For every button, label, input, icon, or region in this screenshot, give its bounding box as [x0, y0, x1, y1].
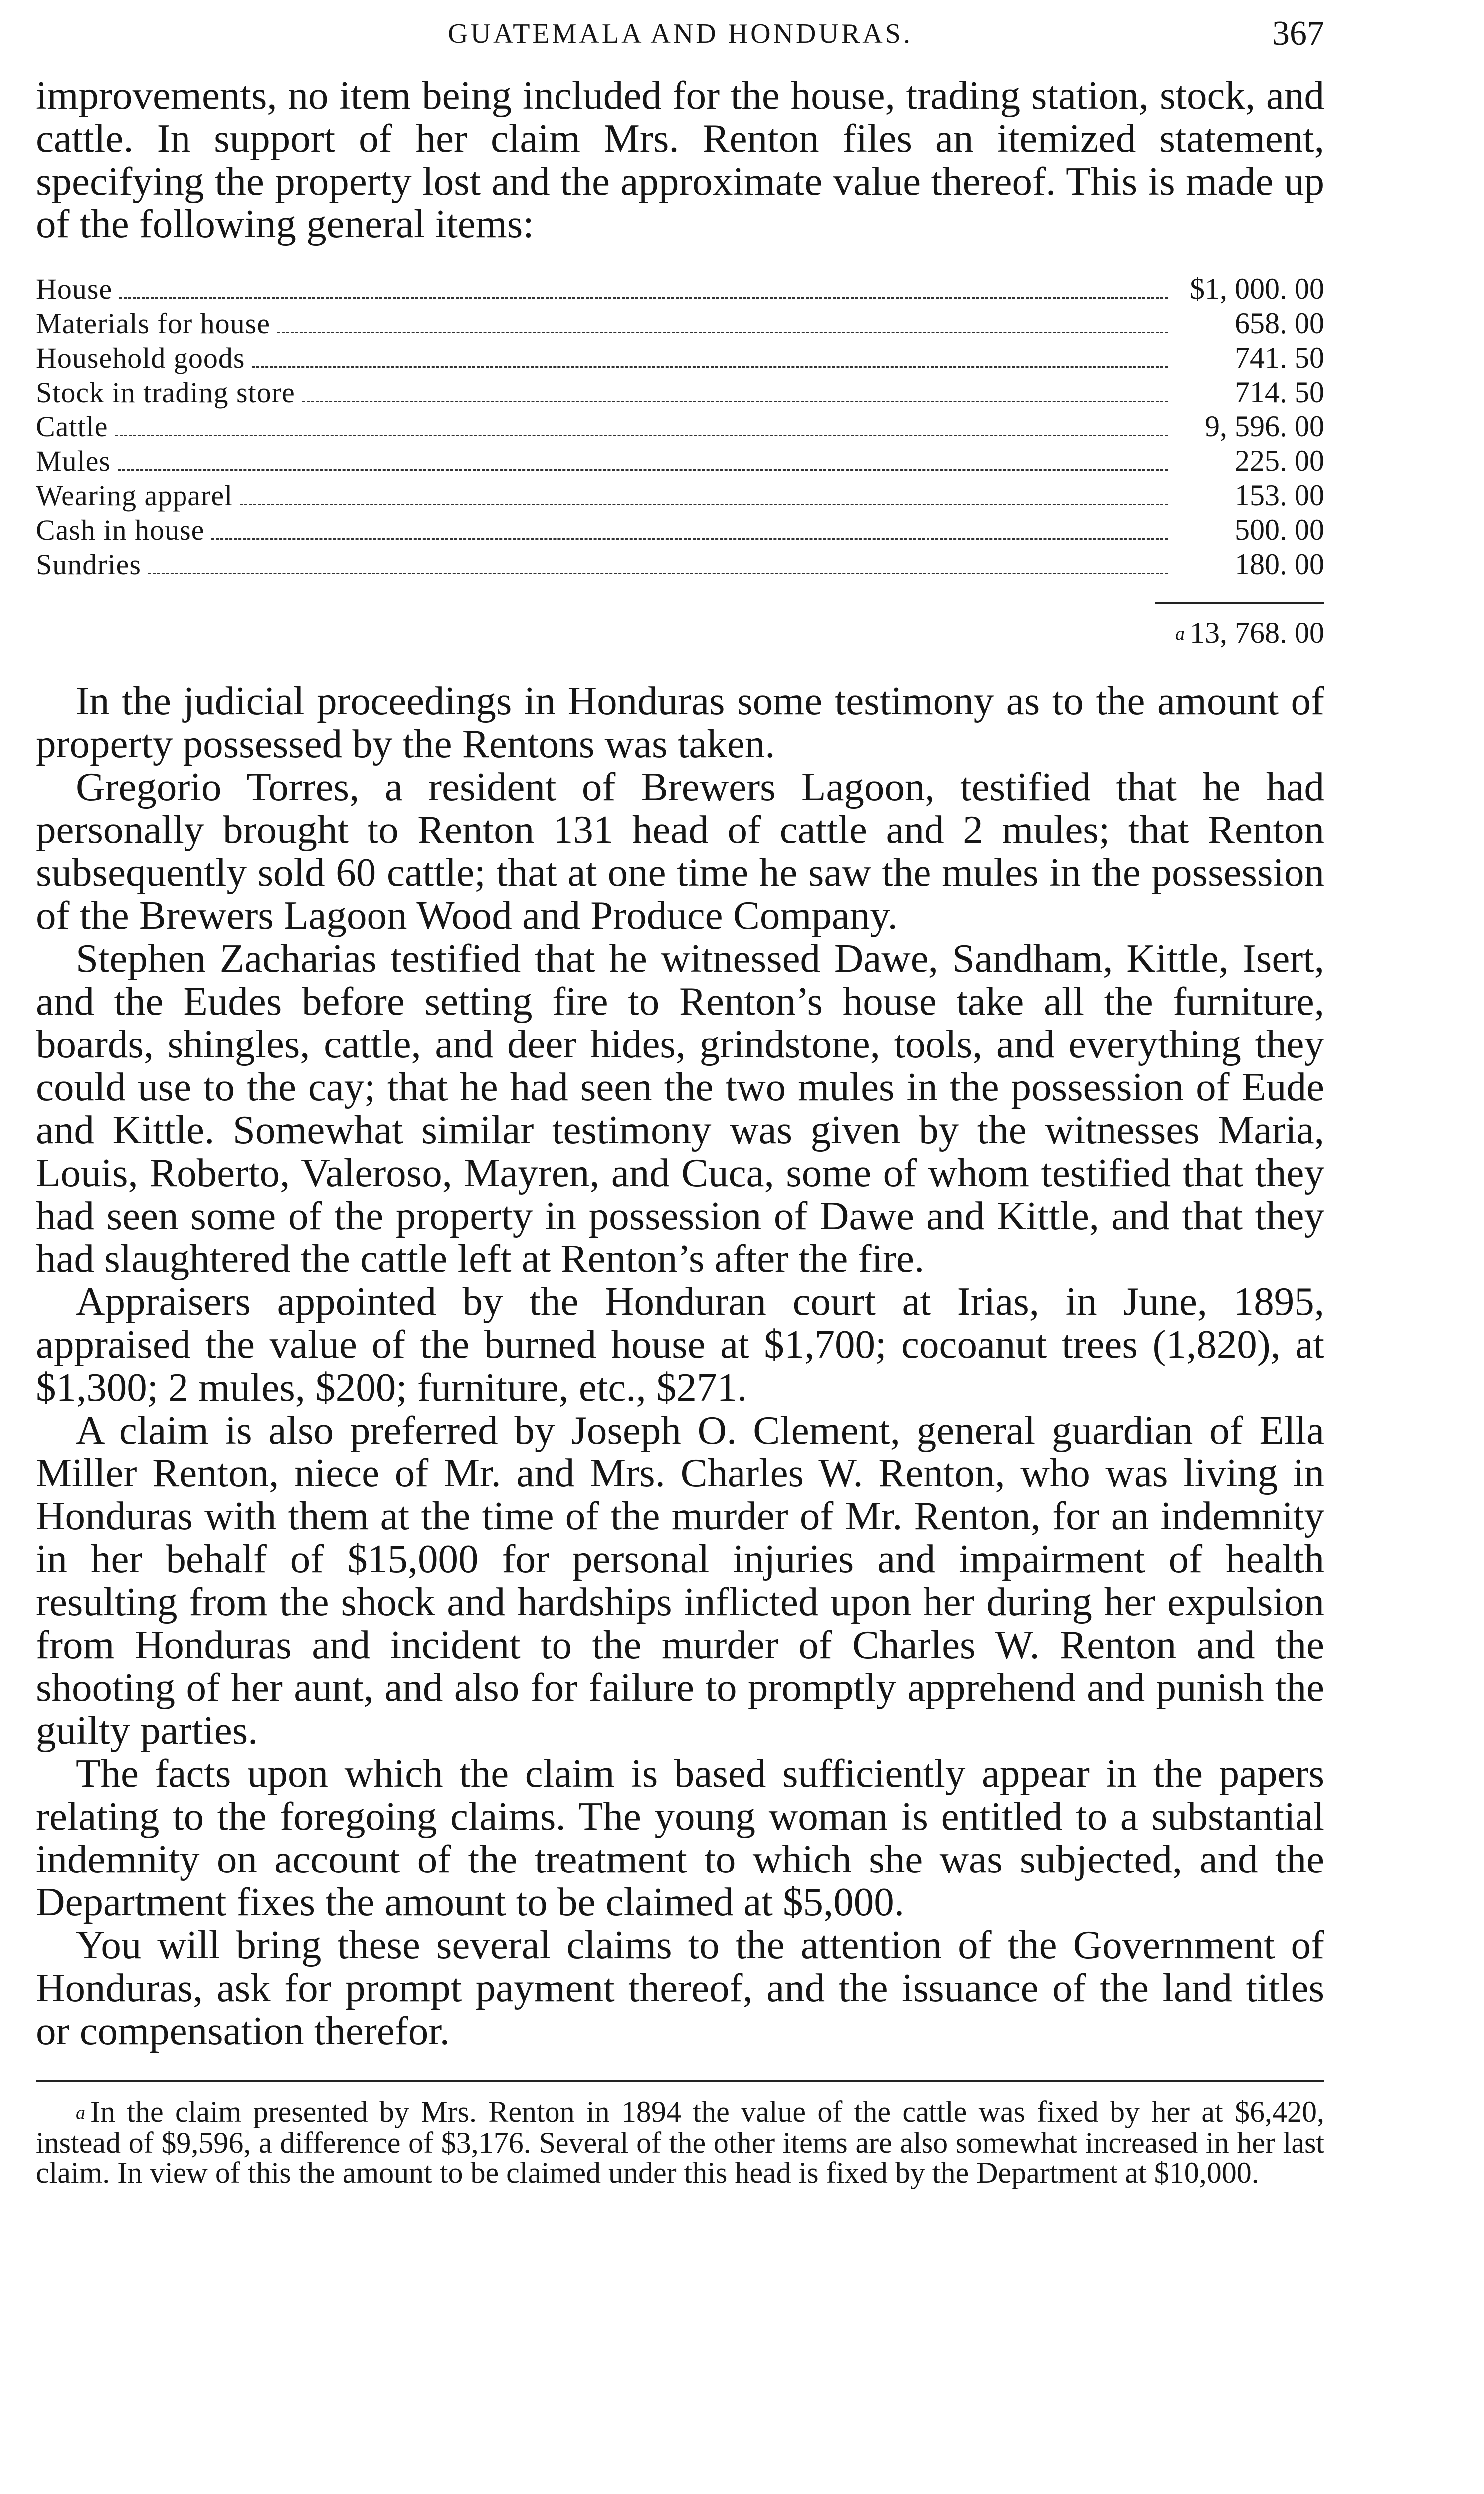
ledger-label: Cattle: [36, 411, 108, 443]
footnote-reference: a: [1175, 624, 1185, 644]
ledger-total: [36, 616, 1324, 651]
dot-leader: [277, 332, 1168, 333]
ledger-amount: 500. 00: [1235, 513, 1324, 546]
dot-leader: [115, 435, 1168, 436]
ledger-amount: 225. 00: [1235, 444, 1324, 477]
ledger-amount: 153. 00: [1235, 479, 1324, 512]
ledger-amount: $1, 000. 00: [1190, 272, 1324, 305]
document-page: [36, 0, 1324, 2188]
footnote-text: In the claim presented by Mrs. Renton in 1894 the value of the cattle was fixed by her at $6,420, instead of $9,596, a difference of $3,176. Several of the other items are also somewhat increased in her last claim. In view of this the amount to be claimed under this head is fixed by the Department at $10,000.: [36, 2095, 1324, 2189]
ledger-label: Stock in trading store: [36, 376, 295, 409]
footnote: [36, 2097, 1324, 2188]
body-paragraph: A claim is also preferred by Joseph O. Clement, general guardian of Ella Miller Renton, niece of Mr. and Mrs. Charles W. Renton, who was living in Honduras with them at the time of the murder of Mr. Renton, for an indemnity in her behalf of $15,000 for personal injuries and impairment of health resulting from the shock and hardships inflicted upon her during her expulsion from Honduras and incident to the murder of Charles W. Renton and the shooting of her aunt, and also for failure to promptly apprehend and punish the guilty parties.: [36, 1408, 1324, 1753]
dot-leader: [118, 469, 1168, 471]
ledger-label: Mules: [36, 445, 111, 477]
property-ledger: [36, 272, 1324, 582]
ledger-label: House: [36, 273, 113, 305]
running-title: GUATEMALA AND HONDURAS.: [448, 18, 913, 49]
body-paragraph: Appraisers appointed by the Honduran court at Irias, in June, 1895, appraised the value of the burned house at $1,700; cocoanut trees (1,820), at $1,300; 2 mules, $200; furniture, etc., $271.: [36, 1279, 1324, 1410]
ledger-label: Materials for house: [36, 307, 270, 340]
ledger-row: [36, 548, 1324, 582]
dot-leader: [211, 538, 1168, 540]
ledger-row: [36, 272, 1324, 307]
body-paragraph: Gregorio Torres, a resident of Brewers Lagoon, testified that he had personally brought to Renton 131 head of cattle and 2 mules; that Renton subsequently sold 60 cattle; that at one time he saw the mules in the possession of the Brewers Lagoon Wood and Produce Company.: [36, 764, 1324, 938]
ledger-row: [36, 341, 1324, 376]
dot-leader: [302, 401, 1168, 402]
dot-leader: [148, 573, 1168, 574]
ledger-row: [36, 444, 1324, 479]
ledger-row: [36, 376, 1324, 410]
ledger-label: Wearing apparel: [36, 479, 233, 512]
dot-leader: [252, 366, 1168, 368]
page-number: 367: [1272, 14, 1324, 53]
intro-paragraph: improvements, no item being included for the house, trading station, stock, and cattle. In support of her claim Mrs. Renton files an itemized statement, specifying the property lost and the approximate value thereof. This is made up of the following general items:: [36, 73, 1324, 246]
body-paragraph: You will bring these several claims to the attention of the Government of Honduras, ask for prompt payment thereof, and the issuance of the land titles or compensation therefor.: [36, 1922, 1324, 2053]
ledger-row: [36, 513, 1324, 548]
ledger-amount: 180. 00: [1235, 548, 1324, 581]
ledger-amount: 658. 00: [1235, 307, 1324, 340]
ledger-label: Cash in house: [36, 514, 205, 546]
footnote-rule: [36, 2080, 1324, 2082]
ledger-amount: 9, 596. 00: [1205, 410, 1324, 443]
ledger-row: [36, 479, 1324, 513]
body-paragraph: The facts upon which the claim is based sufficiently appear in the papers relating to the foregoing claims. The young woman is entitled to a substantial indemnity on account of the treatment to which she was subjected, and the Department fixes the amount to be claimed at $5,000.: [36, 1751, 1324, 1924]
ledger-label: Sundries: [36, 548, 141, 581]
ledger-amount: 714. 50: [1235, 376, 1324, 409]
total-amount: 13, 768. 00: [1190, 617, 1324, 649]
ledger-row: [36, 307, 1324, 341]
dot-leader: [240, 504, 1168, 505]
body-paragraph: Stephen Zacharias testified that he witnessed Dawe, Sandham, Kittle, Isert, and the Eudes before setting fire to Renton’s house take all the furniture, boards, shingles, cattle, and deer hides, grindstone, tools, and everything they could use to the cay; that he had seen the two mules in the possession of Eude and Kittle. Somewhat similar testimony was given by the witnesses Maria, Louis, Roberto, Valeroso, Mayren, and Cuca, some of whom testified that they had seen some of the property in possession of Dawe and Kittle, and that they had slaughtered the cattle left at Renton’s after the fire.: [36, 936, 1324, 1281]
running-head: [36, 14, 1324, 74]
ledger-label: Household goods: [36, 342, 245, 374]
dot-leader: [119, 297, 1168, 299]
body-paragraph: In the judicial proceedings in Honduras some testimony as to the amount of property possessed by the Rentons was taken.: [36, 678, 1324, 766]
ledger-amount: 741. 50: [1235, 341, 1324, 374]
total-rule: [1155, 602, 1324, 604]
footnote-marker: a: [76, 2102, 85, 2123]
ledger-row: [36, 410, 1324, 444]
